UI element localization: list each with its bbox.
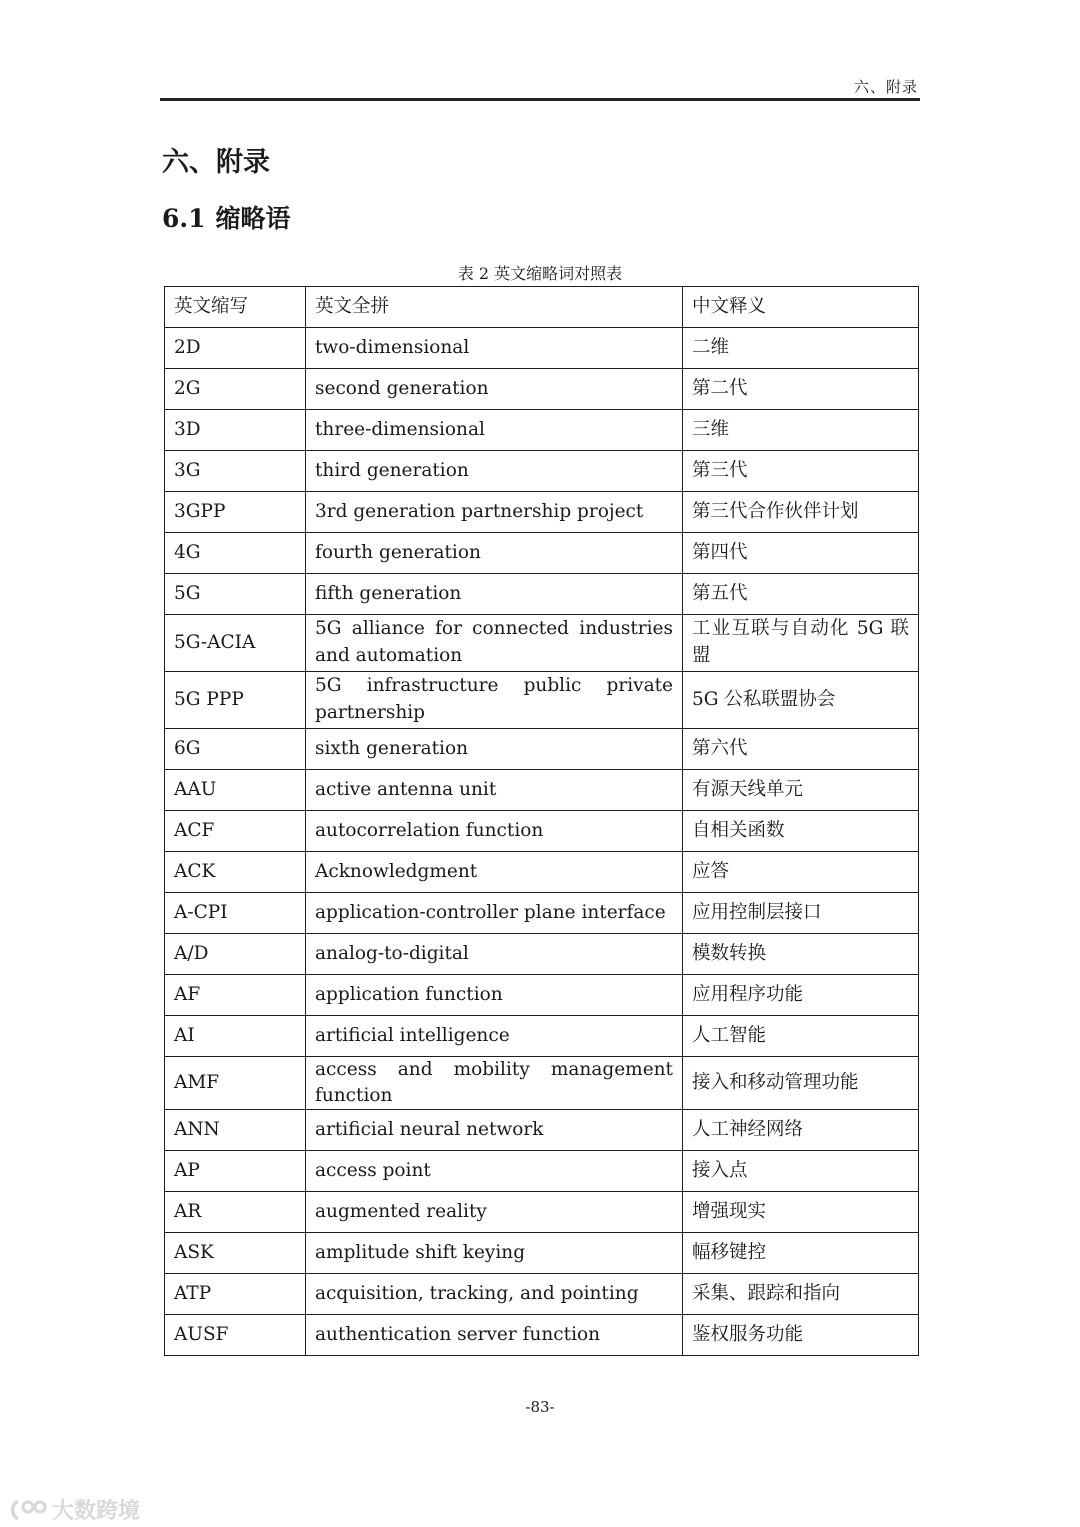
header-chinese-meaning: 中文释义 — [683, 287, 919, 328]
table-caption: 表 2 英文缩略词对照表 — [457, 264, 623, 283]
section-title — [162, 199, 291, 235]
cell-full-name: autocorrelation function — [306, 811, 683, 852]
cell-chinese-meaning: 接入和移动管理功能 — [683, 1057, 919, 1110]
cell-chinese-meaning: 第三代合作伙伴计划 — [683, 492, 919, 533]
cell-abbreviation: 4G — [165, 533, 306, 574]
cell-chinese-meaning: 人工智能 — [683, 1016, 919, 1057]
cell-full-name: fourth generation — [306, 533, 683, 574]
table-row — [165, 615, 919, 672]
cell-chinese-meaning: 5G 公私联盟协会 — [683, 672, 919, 729]
cell-abbreviation: 2G — [165, 369, 306, 410]
cell-abbreviation: 2D — [165, 328, 306, 369]
cell-chinese-meaning: 增强现实 — [683, 1191, 919, 1232]
table-row — [165, 1016, 919, 1057]
cell-full-name: augmented reality — [306, 1191, 683, 1232]
running-header: 六、附录 — [853, 78, 918, 96]
table-row — [165, 893, 919, 934]
cell-full-name: two-dimensional — [306, 328, 683, 369]
cell-chinese-meaning: 第二代 — [683, 369, 919, 410]
cell-chinese-meaning: 有源天线单元 — [683, 770, 919, 811]
cell-abbreviation: A/D — [165, 934, 306, 975]
cell-abbreviation: 5G-ACIA — [165, 615, 306, 672]
cell-chinese-meaning: 自相关函数 — [683, 811, 919, 852]
chapter-title: 六、附录 — [162, 147, 270, 178]
table-row — [165, 574, 919, 615]
table-row — [165, 1109, 919, 1150]
table-row — [165, 369, 919, 410]
cell-full-name: 5G infrastructure public private partnership — [306, 672, 683, 729]
cell-chinese-meaning: 采集、跟踪和指向 — [683, 1273, 919, 1314]
cell-full-name: 5G alliance for connected industries and automation — [306, 615, 683, 672]
table-row — [165, 533, 919, 574]
table-row — [165, 1191, 919, 1232]
cell-chinese-meaning: 第六代 — [683, 729, 919, 770]
section-number: 6.1 — [162, 204, 206, 233]
table-row — [165, 975, 919, 1016]
page-number: -83- — [525, 1398, 555, 1416]
table-row — [165, 1057, 919, 1110]
cell-chinese-meaning: 二维 — [683, 328, 919, 369]
cell-chinese-meaning: 第四代 — [683, 533, 919, 574]
section-name: 缩略语 — [215, 204, 291, 233]
watermark — [8, 1494, 140, 1525]
header-rule — [160, 98, 920, 101]
cell-full-name: fifth generation — [306, 574, 683, 615]
cell-full-name: three-dimensional — [306, 410, 683, 451]
table-row — [165, 1150, 919, 1191]
table-row — [165, 729, 919, 770]
cell-abbreviation: ASK — [165, 1232, 306, 1273]
cell-abbreviation: 6G — [165, 729, 306, 770]
cell-full-name: application-controller plane interface — [306, 893, 683, 934]
table-row — [165, 1273, 919, 1314]
cell-abbreviation: AR — [165, 1191, 306, 1232]
cell-chinese-meaning: 幅移键控 — [683, 1232, 919, 1273]
cell-full-name: sixth generation — [306, 729, 683, 770]
abbreviation-table — [164, 286, 919, 1356]
cell-full-name: artificial neural network — [306, 1109, 683, 1150]
cell-abbreviation: 3G — [165, 451, 306, 492]
cell-chinese-meaning: 人工神经网络 — [683, 1109, 919, 1150]
table-row — [165, 852, 919, 893]
cell-abbreviation: 5G PPP — [165, 672, 306, 729]
cell-abbreviation: 3D — [165, 410, 306, 451]
table-row — [165, 770, 919, 811]
cell-chinese-meaning: 应用控制层接口 — [683, 893, 919, 934]
cell-abbreviation: ANN — [165, 1109, 306, 1150]
table-row — [165, 451, 919, 492]
cell-chinese-meaning: 应用程序功能 — [683, 975, 919, 1016]
table-row — [165, 811, 919, 852]
table-row — [165, 672, 919, 729]
cell-chinese-meaning: 鉴权服务功能 — [683, 1314, 919, 1355]
cell-full-name: analog-to-digital — [306, 934, 683, 975]
table-row — [165, 492, 919, 533]
cell-abbreviation: AI — [165, 1016, 306, 1057]
table-row — [165, 934, 919, 975]
cell-abbreviation: 3GPP — [165, 492, 306, 533]
cell-full-name: third generation — [306, 451, 683, 492]
cell-full-name: amplitude shift keying — [306, 1232, 683, 1273]
cell-abbreviation: A-CPI — [165, 893, 306, 934]
cell-abbreviation: ACF — [165, 811, 306, 852]
cell-abbreviation: ATP — [165, 1273, 306, 1314]
cell-full-name: Acknowledgment — [306, 852, 683, 893]
cell-full-name: active antenna unit — [306, 770, 683, 811]
cell-chinese-meaning: 工业互联与自动化 5G 联盟 — [683, 615, 919, 672]
cell-abbreviation: 5G — [165, 574, 306, 615]
table-row — [165, 410, 919, 451]
cell-abbreviation: AAU — [165, 770, 306, 811]
cell-full-name: acquisition, tracking, and pointing — [306, 1273, 683, 1314]
header-full-name: 英文全拼 — [306, 287, 683, 328]
cell-chinese-meaning: 模数转换 — [683, 934, 919, 975]
table-row — [165, 328, 919, 369]
table-row — [165, 1232, 919, 1273]
watermark-logo-icon — [8, 1498, 48, 1522]
cell-full-name: authentication server function — [306, 1314, 683, 1355]
cell-full-name: access point — [306, 1150, 683, 1191]
cell-abbreviation: AMF — [165, 1057, 306, 1110]
cell-chinese-meaning: 三维 — [683, 410, 919, 451]
cell-abbreviation: AP — [165, 1150, 306, 1191]
cell-full-name: second generation — [306, 369, 683, 410]
cell-chinese-meaning: 第三代 — [683, 451, 919, 492]
table-row — [165, 1314, 919, 1355]
header-abbreviation: 英文缩写 — [165, 287, 306, 328]
cell-chinese-meaning: 第五代 — [683, 574, 919, 615]
cell-chinese-meaning: 应答 — [683, 852, 919, 893]
table-header-row — [165, 287, 919, 328]
cell-abbreviation: AF — [165, 975, 306, 1016]
cell-full-name: application function — [306, 975, 683, 1016]
cell-abbreviation: AUSF — [165, 1314, 306, 1355]
cell-full-name: 3rd generation partnership project — [306, 492, 683, 533]
cell-full-name: artificial intelligence — [306, 1016, 683, 1057]
cell-full-name: access and mobility management function — [306, 1057, 683, 1110]
cell-chinese-meaning: 接入点 — [683, 1150, 919, 1191]
cell-abbreviation: ACK — [165, 852, 306, 893]
watermark-text: 大数跨境 — [52, 1499, 141, 1524]
